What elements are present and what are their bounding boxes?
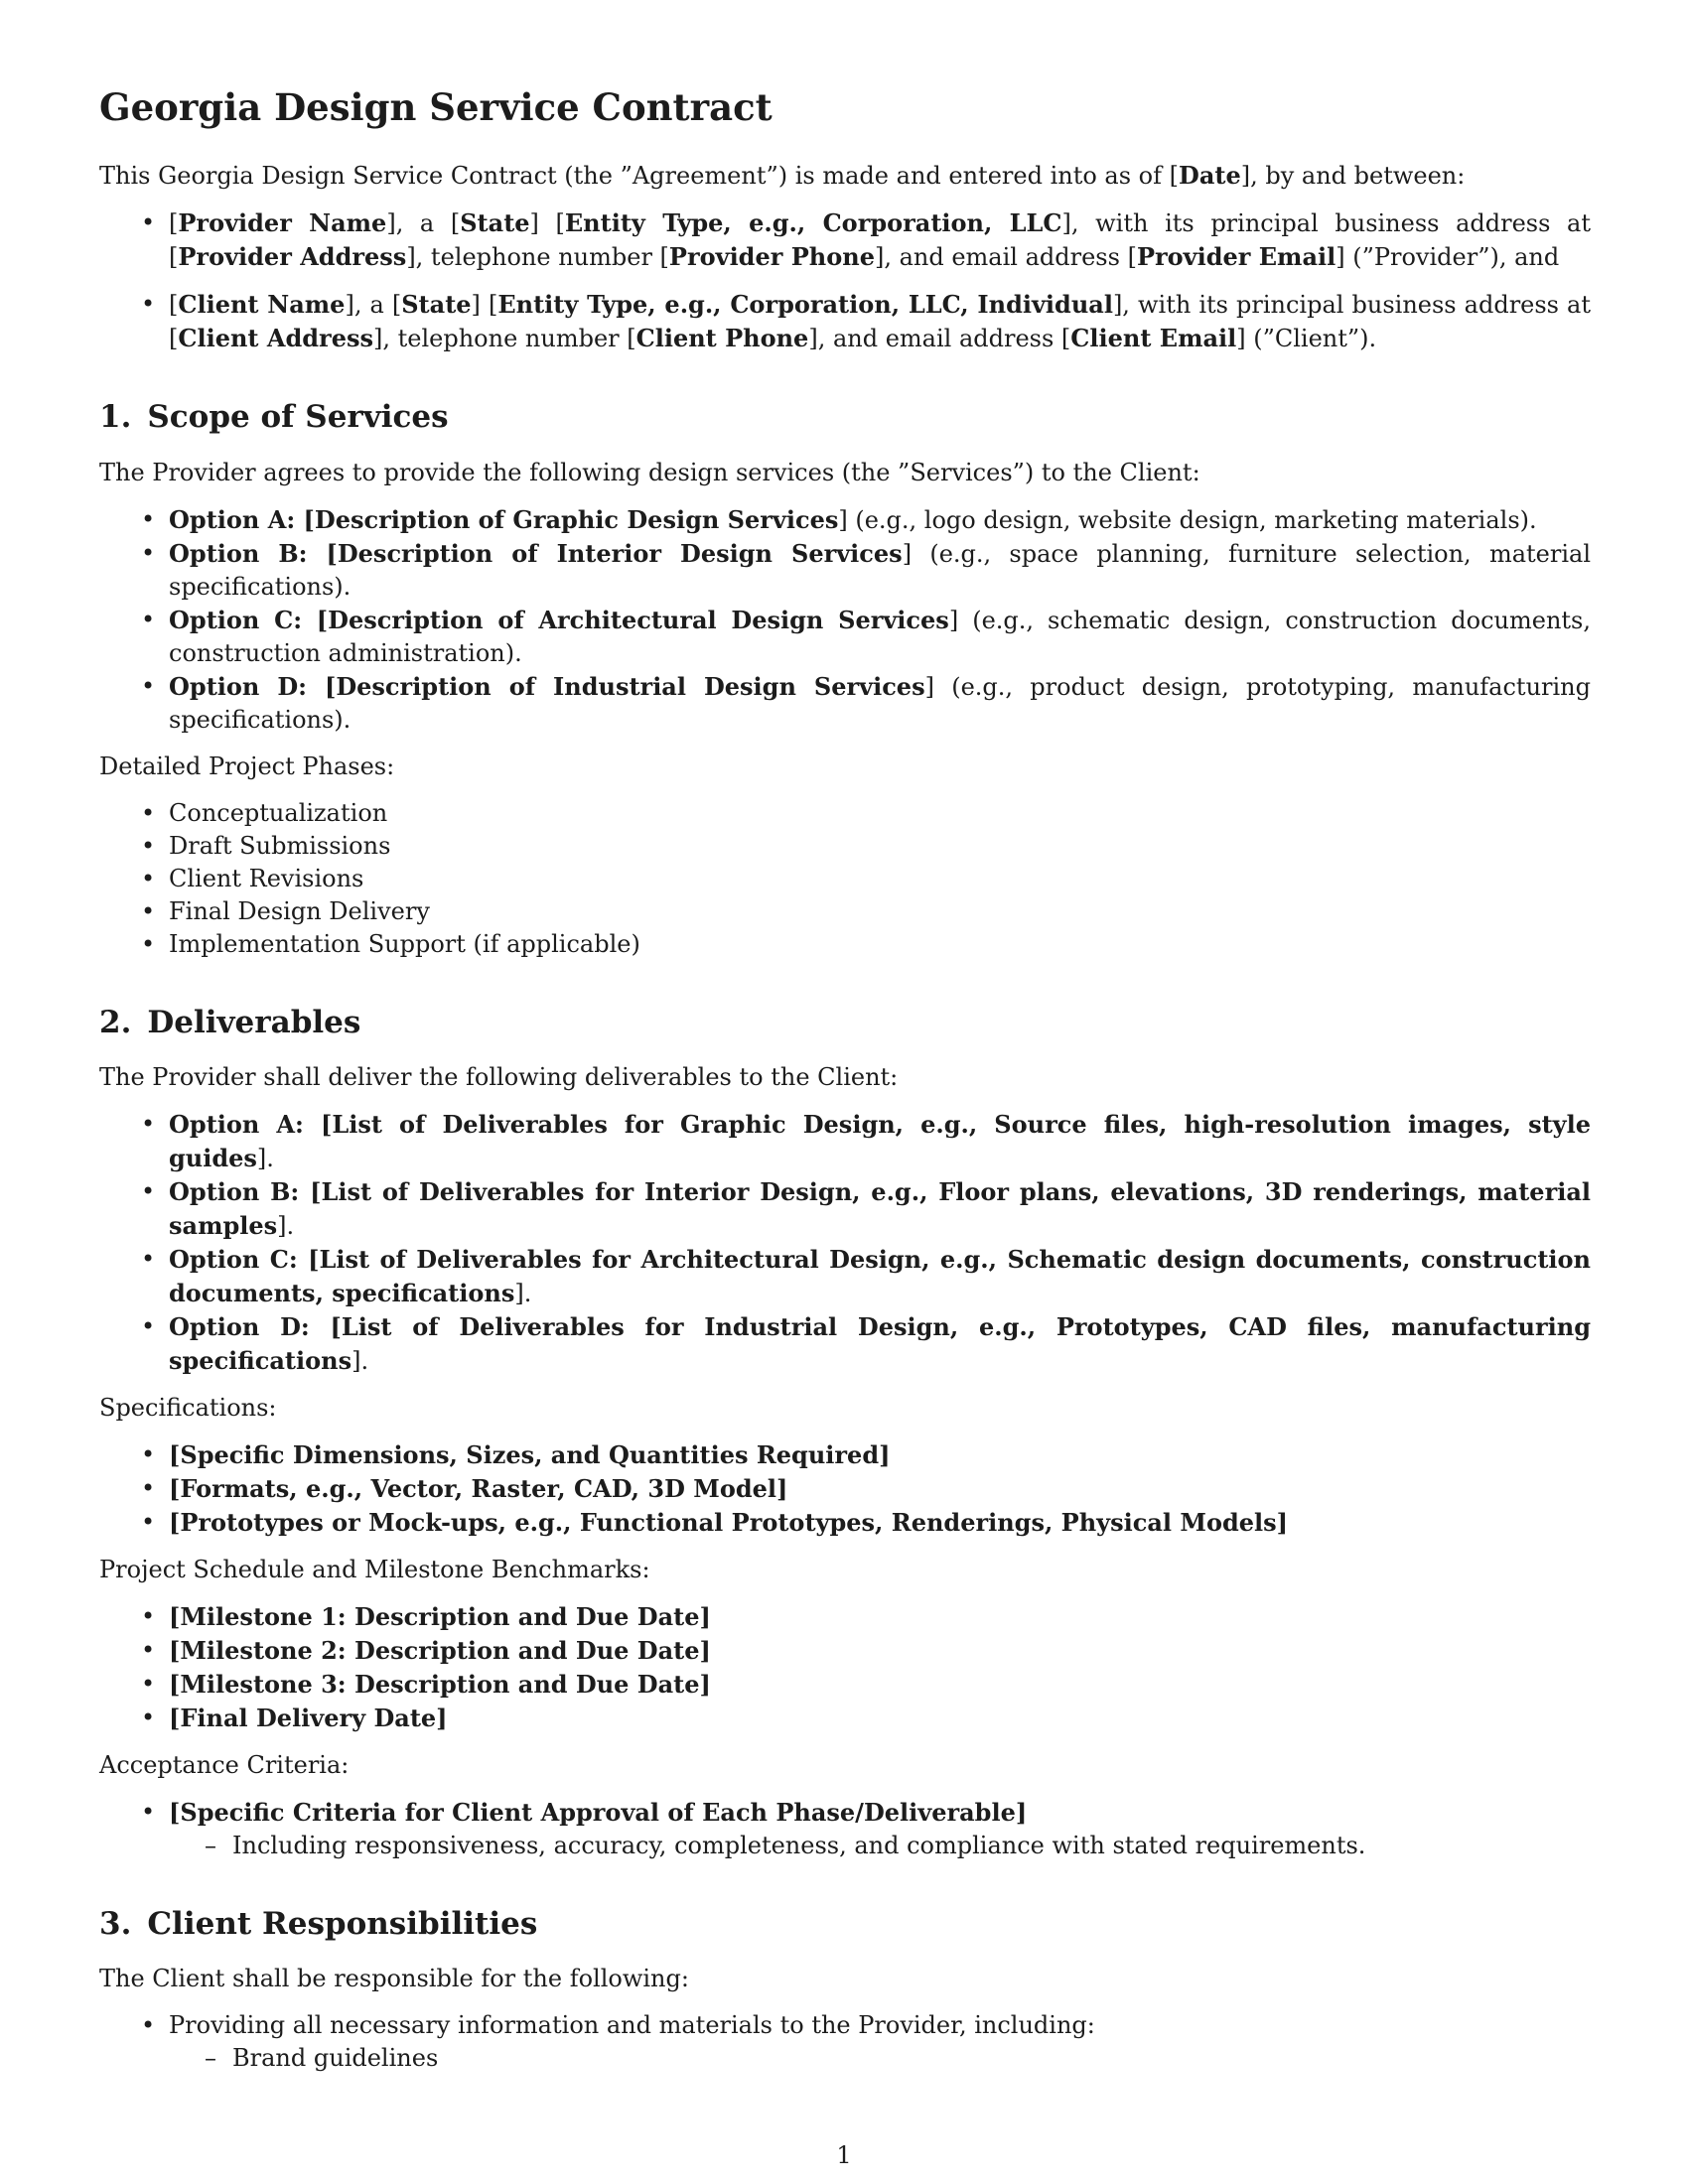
provider-address-placeholder: Provider Address bbox=[178, 242, 407, 272]
client-state-placeholder: State bbox=[401, 290, 472, 320]
client-phone-placeholder: Client Phone bbox=[635, 324, 809, 353]
list-item: • Final Design Delivery bbox=[99, 895, 1591, 928]
specifications-list bbox=[99, 1438, 1591, 1540]
list-item: • [Milestone 1: Description and Due Date] bbox=[99, 1600, 1591, 1634]
client-party: • [Client Name], a [State] [Entity Type, e.g., Corporation, LLC, Individual], with its principal business address at [Client Address], telephone number [Client Phone], and email address [Client Email] (”Client”). bbox=[99, 288, 1591, 355]
provider-state-placeholder: State bbox=[460, 208, 530, 238]
section-1-intro: The Provider agrees to provide the following design services (the ”Services”) to the Client: bbox=[99, 458, 1200, 486]
service-option-b: • Option B: [Description of Interior Design Services] (e.g., space planning, furniture selection, material specifications). bbox=[99, 537, 1591, 604]
intro-text: This Georgia Design Service Contract (the ”Agreement”) is made and entered into as of [ bbox=[99, 162, 1179, 191]
deliverable-option-c: • Option C: [List of Deliverables for Architectural Design, e.g., Schematic design documents, construction documents, specifications]. bbox=[99, 1243, 1591, 1310]
acceptance-sublist bbox=[169, 1830, 1591, 1862]
provider-name-placeholder: Provider Name bbox=[178, 208, 387, 238]
list-item: – Including responsiveness, accuracy, completeness, and compliance with stated requirements. bbox=[169, 1830, 1591, 1862]
list-item: • Conceptualization bbox=[99, 797, 1591, 830]
acceptance-label: Acceptance Criteria: bbox=[99, 1750, 350, 1779]
parties-list bbox=[99, 206, 1591, 355]
list-item: • [Milestone 2: Description and Due Date] bbox=[99, 1634, 1591, 1668]
list-item: • Client Revisions bbox=[99, 863, 1591, 895]
acceptance-list bbox=[99, 1796, 1591, 1862]
document-title: Georgia Design Service Contract bbox=[99, 85, 773, 129]
milestones-list bbox=[99, 1600, 1591, 1735]
schedule-label: Project Schedule and Milestone Benchmarks: bbox=[99, 1555, 650, 1583]
list-item: • Draft Submissions bbox=[99, 830, 1591, 863]
provider-entity-placeholder: Entity Type, e.g., Corporation, LLC bbox=[564, 208, 1062, 238]
list-item: • Providing all necessary information and materials to the Provider, including: – Brand guidelines bbox=[99, 2009, 1591, 2075]
list-item: – Brand guidelines bbox=[169, 2042, 1591, 2075]
provider-phone-placeholder: Provider Phone bbox=[668, 242, 875, 272]
list-item: • [Prototypes or Mock-ups, e.g., Functional Prototypes, Renderings, Physical Models] bbox=[99, 1506, 1591, 1540]
document-page bbox=[99, 85, 1591, 2089]
deliverables-list bbox=[99, 1108, 1591, 1378]
section-3-heading: 3. Client Responsibilities bbox=[99, 1905, 538, 1942]
page-number: 1 bbox=[836, 2141, 852, 2169]
intro-paragraph bbox=[99, 159, 1591, 193]
service-option-a: • Option A: [Description of Graphic Design Services] (e.g., logo design, website design, marketing materials). bbox=[99, 503, 1591, 537]
responsibilities-sublist bbox=[169, 2042, 1591, 2075]
service-options-list bbox=[99, 503, 1591, 737]
list-item: • [Formats, e.g., Vector, Raster, CAD, 3D Model] bbox=[99, 1472, 1591, 1506]
phases-list bbox=[99, 797, 1591, 961]
service-option-c: • Option C: [Description of Architectural Design Services] (e.g., schematic design, construction documents, construction administration). bbox=[99, 604, 1591, 670]
provider-party: • [Provider Name], a [State] [Entity Type, e.g., Corporation, LLC], with its principal business address at [Provider Address], telephone number [Provider Phone], and email address [Provider Email] (”Provider”), and bbox=[99, 206, 1591, 274]
client-email-placeholder: Client Email bbox=[1070, 324, 1237, 353]
list-item: • [Milestone 3: Description and Due Date] bbox=[99, 1668, 1591, 1702]
section-1-heading: 1. Scope of Services bbox=[99, 399, 449, 436]
section-3-intro: The Client shall be responsible for the following: bbox=[99, 1964, 689, 1992]
client-name-placeholder: Client Name bbox=[178, 290, 346, 320]
deliverable-option-b: • Option B: [List of Deliverables for Interior Design, e.g., Floor plans, elevations, 3D renderings, material samples]. bbox=[99, 1175, 1591, 1243]
list-item: • Implementation Support (if applicable) bbox=[99, 928, 1591, 961]
list-item: • [Final Delivery Date] bbox=[99, 1702, 1591, 1735]
client-entity-placeholder: Entity Type, e.g., Corporation, LLC, Individual bbox=[497, 290, 1113, 320]
list-item: • [Specific Criteria for Client Approval of Each Phase/Deliverable] – Including responsiveness, accuracy, completeness, and compliance with stated requirements. bbox=[99, 1796, 1591, 1862]
list-item: • [Specific Dimensions, Sizes, and Quantities Required] bbox=[99, 1438, 1591, 1472]
specifications-label: Specifications: bbox=[99, 1393, 277, 1422]
provider-email-placeholder: Provider Email bbox=[1136, 242, 1336, 272]
client-responsibilities-list bbox=[99, 2009, 1591, 2075]
date-placeholder: Date bbox=[1179, 161, 1241, 191]
intro-text-end: ], by and between: bbox=[1240, 162, 1466, 191]
section-2-intro: The Provider shall deliver the following deliverables to the Client: bbox=[99, 1062, 899, 1091]
deliverable-option-a: • Option A: [List of Deliverables for Graphic Design, e.g., Source files, high-resolution images, style guides]. bbox=[99, 1108, 1591, 1175]
service-option-d: • Option D: [Description of Industrial Design Services] (e.g., product design, prototyping, manufacturing specifications). bbox=[99, 670, 1591, 737]
section-2-heading: 2. Deliverables bbox=[99, 1004, 361, 1040]
client-address-placeholder: Client Address bbox=[178, 324, 373, 353]
deliverable-option-d: • Option D: [List of Deliverables for Industrial Design, e.g., Prototypes, CAD files, manufacturing specifications]. bbox=[99, 1310, 1591, 1378]
phases-label: Detailed Project Phases: bbox=[99, 751, 395, 780]
